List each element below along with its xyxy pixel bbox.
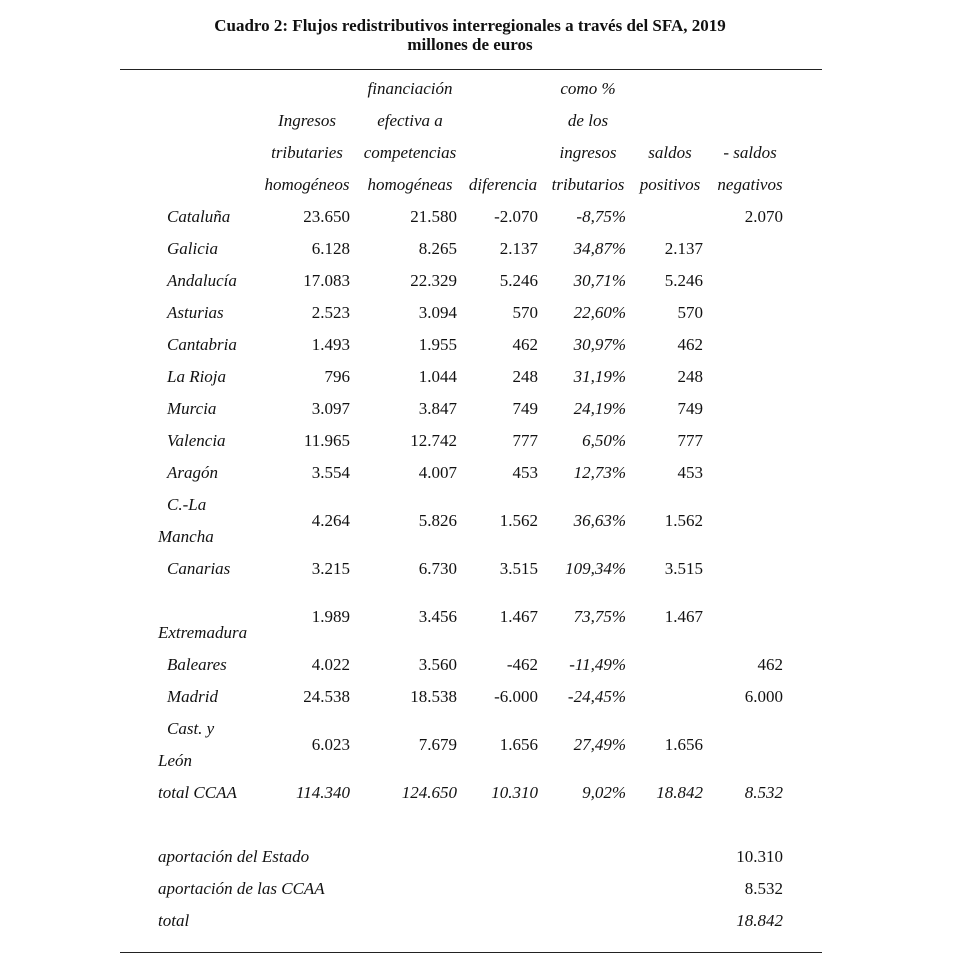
cell-ingresos: 796 xyxy=(324,367,350,386)
cell-ingresos: 23.650 xyxy=(303,207,350,226)
cell-ingresos: 6.128 xyxy=(311,239,350,258)
cell-ingresos: 2.523 xyxy=(311,303,350,322)
summary-value-estado: 10.310 xyxy=(736,847,783,866)
header-financiacion-1: financiación xyxy=(367,79,453,98)
header-financiacion-3: competencias xyxy=(363,143,457,162)
cell-diferencia: -2.070 xyxy=(494,207,538,226)
summary-value-total: 18.842 xyxy=(736,911,783,930)
cell-ingresos: 17.083 xyxy=(303,271,350,290)
region-name: Andalucía xyxy=(167,271,237,290)
cell-pct: 30,71% xyxy=(573,271,626,290)
summary-value-ccaa: 8.532 xyxy=(744,879,783,898)
table-subtitle: millones de euros xyxy=(407,35,533,54)
region-name: Galicia xyxy=(167,239,218,258)
cell-diferencia: 570 xyxy=(512,303,538,322)
region-name-line1: C.-La xyxy=(167,495,207,514)
cell-pct: 12,73% xyxy=(573,463,626,482)
cell-positivos: 1.656 xyxy=(664,735,703,754)
cell-pct: -24,45% xyxy=(567,687,626,706)
cell-financiacion: 5.826 xyxy=(418,511,457,530)
cell-diferencia: 3.515 xyxy=(499,559,538,578)
cell-pct: 30,97% xyxy=(573,335,626,354)
cell-positivos: 2.137 xyxy=(664,239,703,258)
cell-positivos: 1.467 xyxy=(664,607,703,626)
total-financiacion: 124.650 xyxy=(401,783,457,802)
cell-pct: -11,49% xyxy=(569,655,626,674)
cell-positivos: 777 xyxy=(677,431,703,450)
cell-financiacion: 3.456 xyxy=(418,607,457,626)
header-ingresos-3: homogéneos xyxy=(264,175,350,194)
cell-diferencia: 1.656 xyxy=(499,735,538,754)
header-ingresos-1: Ingresos xyxy=(278,111,336,130)
cell-financiacion: 3.560 xyxy=(418,655,457,674)
cell-diferencia: 749 xyxy=(512,399,538,418)
cell-diferencia: 2.137 xyxy=(499,239,538,258)
cell-ingresos: 6.023 xyxy=(311,735,350,754)
cell-ingresos: 1.493 xyxy=(311,335,350,354)
region-name: Canarias xyxy=(167,559,231,578)
cell-ingresos: 3.097 xyxy=(311,399,350,418)
region-name: Cataluña xyxy=(167,207,231,226)
region-name: Cantabria xyxy=(167,335,237,354)
region-name: Extremadura xyxy=(158,623,248,642)
total-label: total CCAA xyxy=(158,783,237,802)
cell-positivos: 1.562 xyxy=(664,511,703,530)
cell-pct: 27,49% xyxy=(573,735,626,754)
cell-ingresos: 11.965 xyxy=(303,431,350,450)
cell-negativos: 2.070 xyxy=(744,207,783,226)
total-positivos: 18.842 xyxy=(656,783,703,802)
cell-financiacion: 3.847 xyxy=(418,399,457,418)
header-positivos-1: saldos xyxy=(648,143,692,162)
region-name: Baleares xyxy=(167,655,227,674)
header-ingresos-2: tributaries xyxy=(271,143,343,162)
region-name: Aragón xyxy=(167,463,218,482)
bottom-rule xyxy=(120,952,822,953)
cell-financiacion: 7.679 xyxy=(418,735,457,754)
cell-ingresos: 1.989 xyxy=(311,607,350,626)
cell-financiacion: 1.044 xyxy=(418,367,457,386)
cell-positivos: 749 xyxy=(677,399,703,418)
summary-label-total: total xyxy=(158,911,190,930)
summary-label-estado: aportación del Estado xyxy=(158,847,310,866)
region-name-line2: León xyxy=(158,751,192,770)
total-negativos: 8.532 xyxy=(744,783,783,802)
cell-pct: -8,75% xyxy=(576,207,626,226)
header-diferencia: diferencia xyxy=(468,175,538,194)
cell-pct: 6,50% xyxy=(582,431,626,450)
summary-label-ccaa: aportación de las CCAA xyxy=(158,879,325,898)
cell-negativos: 6.000 xyxy=(744,687,783,706)
cell-financiacion: 21.580 xyxy=(410,207,457,226)
cell-diferencia: -6.000 xyxy=(494,687,538,706)
cell-pct: 34,87% xyxy=(573,239,626,258)
total-ingresos: 114.340 xyxy=(296,783,350,802)
header-pct-1: como % xyxy=(560,79,616,98)
cell-pct: 24,19% xyxy=(573,399,626,418)
cell-ingresos: 24.538 xyxy=(303,687,350,706)
cell-negativos: 462 xyxy=(757,655,783,674)
cell-pct: 109,34% xyxy=(565,559,626,578)
cell-diferencia: 5.246 xyxy=(499,271,538,290)
cell-positivos: 453 xyxy=(677,463,703,482)
header-pct-4: tributarios xyxy=(551,175,625,194)
top-rule xyxy=(120,69,822,70)
cell-ingresos: 3.554 xyxy=(311,463,350,482)
cell-diferencia: 462 xyxy=(512,335,538,354)
cell-financiacion: 4.007 xyxy=(418,463,457,482)
cell-pct: 22,60% xyxy=(573,303,626,322)
total-diferencia: 10.310 xyxy=(491,783,538,802)
region-name: Asturias xyxy=(167,303,224,322)
region-name-line2: Mancha xyxy=(158,527,214,546)
cell-ingresos: 4.264 xyxy=(311,511,350,530)
header-positivos-2: positivos xyxy=(639,175,701,194)
cell-pct: 73,75% xyxy=(573,607,626,626)
cell-positivos: 5.246 xyxy=(664,271,703,290)
cell-financiacion: 12.742 xyxy=(410,431,457,450)
cell-diferencia: 453 xyxy=(512,463,538,482)
header-pct-2: de los xyxy=(567,111,609,130)
cell-positivos: 3.515 xyxy=(664,559,703,578)
header-financiacion-4: homogéneas xyxy=(367,175,453,194)
cell-diferencia: 1.562 xyxy=(499,511,538,530)
header-negativos-2: negativos xyxy=(717,175,783,194)
table-title: Cuadro 2: Flujos redistributivos interregionales a través del SFA, 2019 xyxy=(214,16,726,35)
cell-ingresos: 3.215 xyxy=(311,559,350,578)
region-name-line1: Cast. y xyxy=(167,719,215,738)
region-name: La Rioja xyxy=(167,367,227,386)
cell-positivos: 248 xyxy=(677,367,703,386)
cell-financiacion: 6.730 xyxy=(418,559,457,578)
cell-diferencia: 248 xyxy=(512,367,538,386)
cell-financiacion: 18.538 xyxy=(410,687,457,706)
cell-positivos: 462 xyxy=(677,335,703,354)
header-financiacion-2: efectiva a xyxy=(377,111,443,130)
region-name: Madrid xyxy=(167,687,218,706)
cell-financiacion: 8.265 xyxy=(418,239,457,258)
header-negativos-1: - saldos xyxy=(723,143,777,162)
cell-ingresos: 4.022 xyxy=(311,655,350,674)
region-name: Murcia xyxy=(167,399,217,418)
cell-pct: 31,19% xyxy=(573,367,626,386)
cell-diferencia: 777 xyxy=(512,431,538,450)
cell-positivos: 570 xyxy=(677,303,703,322)
cell-pct: 36,63% xyxy=(573,511,626,530)
cell-diferencia: 1.467 xyxy=(499,607,538,626)
header-pct-3: ingresos xyxy=(559,143,617,162)
cell-diferencia: -462 xyxy=(506,655,538,674)
cell-financiacion: 1.955 xyxy=(418,335,457,354)
cell-financiacion: 3.094 xyxy=(418,303,457,322)
total-pct: 9,02% xyxy=(582,783,626,802)
cell-financiacion: 22.329 xyxy=(410,271,457,290)
region-name: Valencia xyxy=(167,431,226,450)
